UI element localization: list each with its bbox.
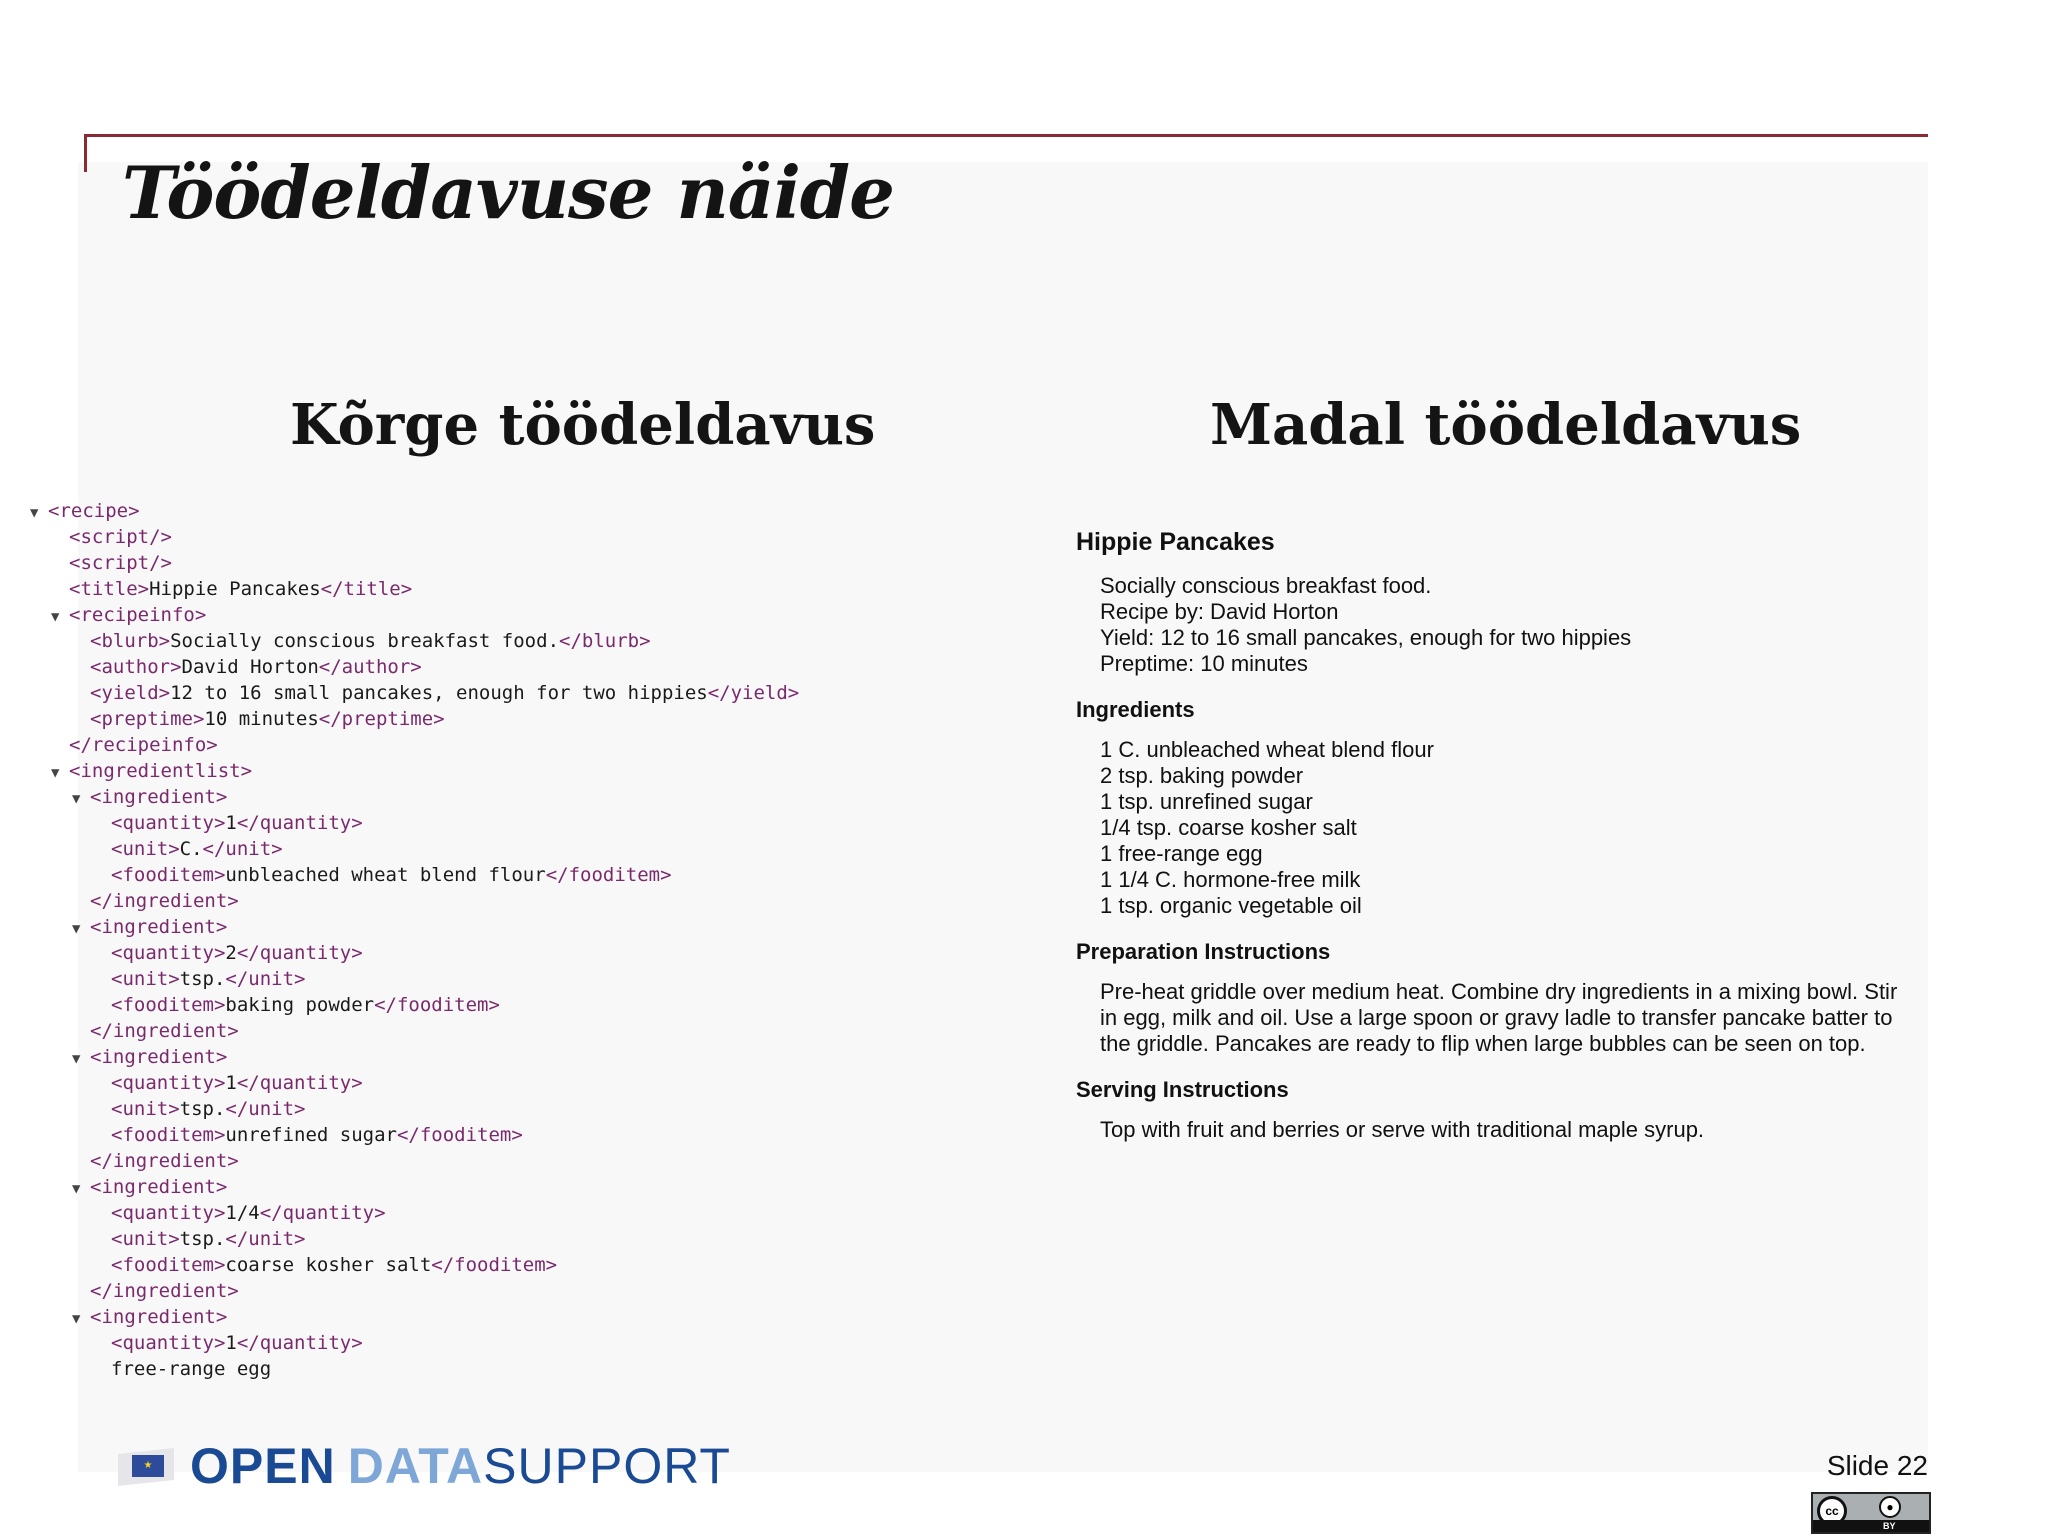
xml-text: David Horton xyxy=(181,656,319,678)
xml-close-tag: </quantity> xyxy=(236,1332,363,1354)
xml-text: C. xyxy=(179,838,203,860)
xml-tag: <quantity> xyxy=(111,812,226,834)
xml-close-tag: </blurb> xyxy=(559,630,651,652)
triangle-down-icon[interactable]: ▼ xyxy=(30,505,39,521)
xml-line xyxy=(30,1122,730,1148)
recipe-info-line: Preptime: 10 minutes xyxy=(1100,651,1308,676)
xml-close-tag: </author> xyxy=(318,656,422,678)
xml-close-tag: </quantity> xyxy=(236,1072,363,1094)
ingredient-item: 1/4 tsp. coarse kosher salt xyxy=(1100,815,1357,840)
xml-text: tsp. xyxy=(179,1228,226,1250)
xml-close-tag: </quantity> xyxy=(236,942,363,964)
triangle-down-icon[interactable]: ▼ xyxy=(72,791,81,807)
xml-close-tag: </quantity> xyxy=(236,812,363,834)
xml-tag: <quantity> xyxy=(111,1072,226,1094)
xml-tag: <recipeinfo> xyxy=(69,604,207,626)
xml-line xyxy=(30,576,730,602)
xml-line xyxy=(30,1174,730,1200)
xml-line xyxy=(30,1278,730,1304)
xml-line xyxy=(30,680,800,706)
xml-tag: </ingredient> xyxy=(90,890,239,912)
xml-line xyxy=(30,732,730,758)
xml-line xyxy=(30,1148,730,1174)
xml-tag: <fooditem> xyxy=(111,994,226,1016)
xml-tag: <fooditem> xyxy=(111,1124,226,1146)
xml-tag: <quantity> xyxy=(111,942,226,964)
xml-text: Socially conscious breakfast food. xyxy=(170,630,560,652)
ingredients-list xyxy=(1076,737,1936,919)
xml-line xyxy=(30,758,730,784)
xml-text: tsp. xyxy=(179,1098,226,1120)
xml-tag: <preptime> xyxy=(90,708,205,730)
ingredient-item: 1 C. unbleached wheat blend flour xyxy=(1100,737,1434,762)
xml-line xyxy=(30,1096,730,1122)
ingredient-item: 1 tsp. unrefined sugar xyxy=(1100,789,1313,814)
xml-line xyxy=(30,498,730,524)
xml-tag: <fooditem> xyxy=(111,1254,226,1276)
xml-close-tag: </quantity> xyxy=(259,1202,386,1224)
xml-tag: </ingredient> xyxy=(90,1150,239,1172)
xml-line xyxy=(30,1226,730,1252)
xml-tag: <ingredient> xyxy=(90,1306,228,1328)
xml-line xyxy=(30,1070,730,1096)
ingredient-item: 1 1/4 C. hormone-free milk xyxy=(1100,867,1361,892)
xml-tag: <quantity> xyxy=(111,1332,226,1354)
xml-line xyxy=(30,940,730,966)
xml-close-tag: </preptime> xyxy=(318,708,445,730)
xml-line xyxy=(30,654,730,680)
xml-close-tag: </fooditem> xyxy=(431,1254,558,1276)
xml-text: 1 xyxy=(225,1072,237,1094)
xml-tag: <title> xyxy=(69,578,150,600)
xml-line xyxy=(30,706,730,732)
xml-close-tag: </fooditem> xyxy=(545,864,672,886)
xml-line xyxy=(30,992,730,1018)
recipe-info-line: Yield: 12 to 16 small pancakes, enough for two hippies xyxy=(1100,625,1632,650)
xml-text: 10 minutes xyxy=(204,708,319,730)
xml-line xyxy=(30,1200,730,1226)
left-column-heading: Kõrge töödeldavus xyxy=(290,392,876,458)
ingredients-heading: Ingredients xyxy=(1076,697,1195,722)
xml-tag: <author> xyxy=(90,656,182,678)
triangle-down-icon[interactable]: ▼ xyxy=(72,921,81,937)
xml-line xyxy=(30,1044,730,1070)
xml-text: 1 xyxy=(225,812,237,834)
xml-line xyxy=(30,1252,730,1278)
xml-text: 1 xyxy=(225,1332,237,1354)
xml-tag: <yield> xyxy=(90,682,171,704)
xml-tag: <script/> xyxy=(69,526,172,548)
xml-line xyxy=(30,862,730,888)
xml-line xyxy=(30,914,730,940)
xml-code-view xyxy=(30,498,800,1383)
xml-tag: <fooditem> xyxy=(111,864,226,886)
triangle-down-icon[interactable]: ▼ xyxy=(72,1181,81,1197)
serving-heading: Serving Instructions xyxy=(1076,1077,1289,1102)
xml-close-tag: </unit> xyxy=(202,838,283,860)
xml-close-tag: </unit> xyxy=(225,1228,306,1250)
xml-tag: <unit> xyxy=(111,1098,180,1120)
rendered-recipe-view xyxy=(1076,528,1936,1143)
xml-tag: <blurb> xyxy=(90,630,171,652)
title-rule-corner xyxy=(84,134,87,172)
xml-tag: <ingredient> xyxy=(90,916,228,938)
recipe-info-line: Socially conscious breakfast food. xyxy=(1100,573,1432,598)
xml-tag: </ingredient> xyxy=(90,1020,239,1042)
xml-tag: </recipeinfo> xyxy=(69,734,218,756)
xml-text: 1/4 xyxy=(225,1202,260,1224)
by-label: BY xyxy=(1883,1521,1896,1531)
xml-text: unrefined sugar xyxy=(225,1124,397,1146)
xml-line xyxy=(30,888,730,914)
triangle-down-icon[interactable]: ▼ xyxy=(72,1051,81,1067)
xml-tag: </ingredient> xyxy=(90,1280,239,1302)
logo-data: DATA xyxy=(347,1438,484,1494)
xml-text: free-range egg xyxy=(111,1358,272,1380)
xml-line xyxy=(30,784,730,810)
xml-line xyxy=(30,810,730,836)
xml-tag: <unit> xyxy=(111,838,180,860)
eu-flag-icon: ★ xyxy=(118,1447,178,1485)
cc-icon: cc xyxy=(1817,1496,1847,1526)
triangle-down-icon[interactable]: ▼ xyxy=(51,765,60,781)
xml-line xyxy=(30,550,730,576)
serving-text: Top with fruit and berries or serve with traditional maple syrup. xyxy=(1100,1117,1705,1142)
xml-line xyxy=(30,1356,730,1382)
slide-number: Slide 22 xyxy=(1826,1450,1928,1481)
logo-open: OPEN xyxy=(190,1438,336,1494)
xml-line xyxy=(30,524,730,550)
xml-close-tag: </unit> xyxy=(225,1098,306,1120)
xml-tag: <recipe> xyxy=(48,500,140,522)
xml-text: unbleached wheat blend flour xyxy=(225,864,546,886)
xml-tag: <ingredient> xyxy=(90,1046,228,1068)
title-rule xyxy=(84,134,1928,137)
xml-text: Hippie Pancakes xyxy=(149,578,321,600)
xml-tag: <ingredient> xyxy=(90,786,228,808)
recipe-info-line: Recipe by: David Horton xyxy=(1100,599,1339,624)
xml-text: tsp. xyxy=(179,968,226,990)
xml-close-tag: </fooditem> xyxy=(374,994,500,1016)
xml-tag: <unit> xyxy=(111,1228,180,1250)
preparation-text: Pre-heat griddle over medium heat. Combine dry ingredients in a mixing bowl. Stir in egg, milk and oil. Use a large spoon or gravy ladle to transfer pancake batter to the griddle. Pancakes are ready to flip when large bubbles can be seen on top. xyxy=(1100,979,1898,1056)
open-data-support-logo xyxy=(118,1436,731,1496)
triangle-down-icon[interactable]: ▼ xyxy=(51,609,60,625)
xml-line xyxy=(30,602,730,628)
ingredient-item: 1 tsp. organic vegetable oil xyxy=(1100,893,1362,918)
preparation-heading: Preparation Instructions xyxy=(1076,939,1331,964)
slide-title: Töödeldavuse näide xyxy=(122,150,894,235)
xml-line xyxy=(30,966,730,992)
attribution-icon: ● xyxy=(1879,1496,1901,1518)
recipe-title: Hippie Pancakes xyxy=(1076,528,1275,556)
xml-tag: <ingredient> xyxy=(90,1176,228,1198)
xml-text: baking powder xyxy=(225,994,375,1016)
xml-tag: <quantity> xyxy=(111,1202,226,1224)
ingredient-item: 1 free-range egg xyxy=(1100,841,1263,866)
triangle-down-icon[interactable]: ▼ xyxy=(72,1311,81,1327)
xml-text: coarse kosher salt xyxy=(225,1254,432,1276)
xml-tag: <unit> xyxy=(111,968,180,990)
xml-close-tag: </yield> xyxy=(707,682,800,704)
xml-line xyxy=(30,1304,730,1330)
xml-tag: <ingredientlist> xyxy=(69,760,253,782)
xml-close-tag: </unit> xyxy=(225,968,306,990)
xml-close-tag: </title> xyxy=(320,578,413,600)
cc-by-icon xyxy=(1811,1492,1931,1534)
xml-close-tag: </fooditem> xyxy=(396,1124,523,1146)
ingredient-item: 2 tsp. baking powder xyxy=(1100,763,1304,788)
xml-line xyxy=(30,836,730,862)
xml-tag: <script/> xyxy=(69,552,172,574)
xml-text: 12 to 16 small pancakes, enough for two hippies xyxy=(170,682,708,704)
xml-line xyxy=(30,1018,730,1044)
xml-line xyxy=(30,1330,730,1356)
logo-wordmark xyxy=(190,1437,731,1495)
recipe-info xyxy=(1076,573,1936,677)
xml-line xyxy=(30,628,730,654)
xml-text: 2 xyxy=(225,942,237,964)
right-column-heading: Madal töödeldavus xyxy=(1210,392,1802,458)
logo-support: SUPPORT xyxy=(483,1438,731,1494)
